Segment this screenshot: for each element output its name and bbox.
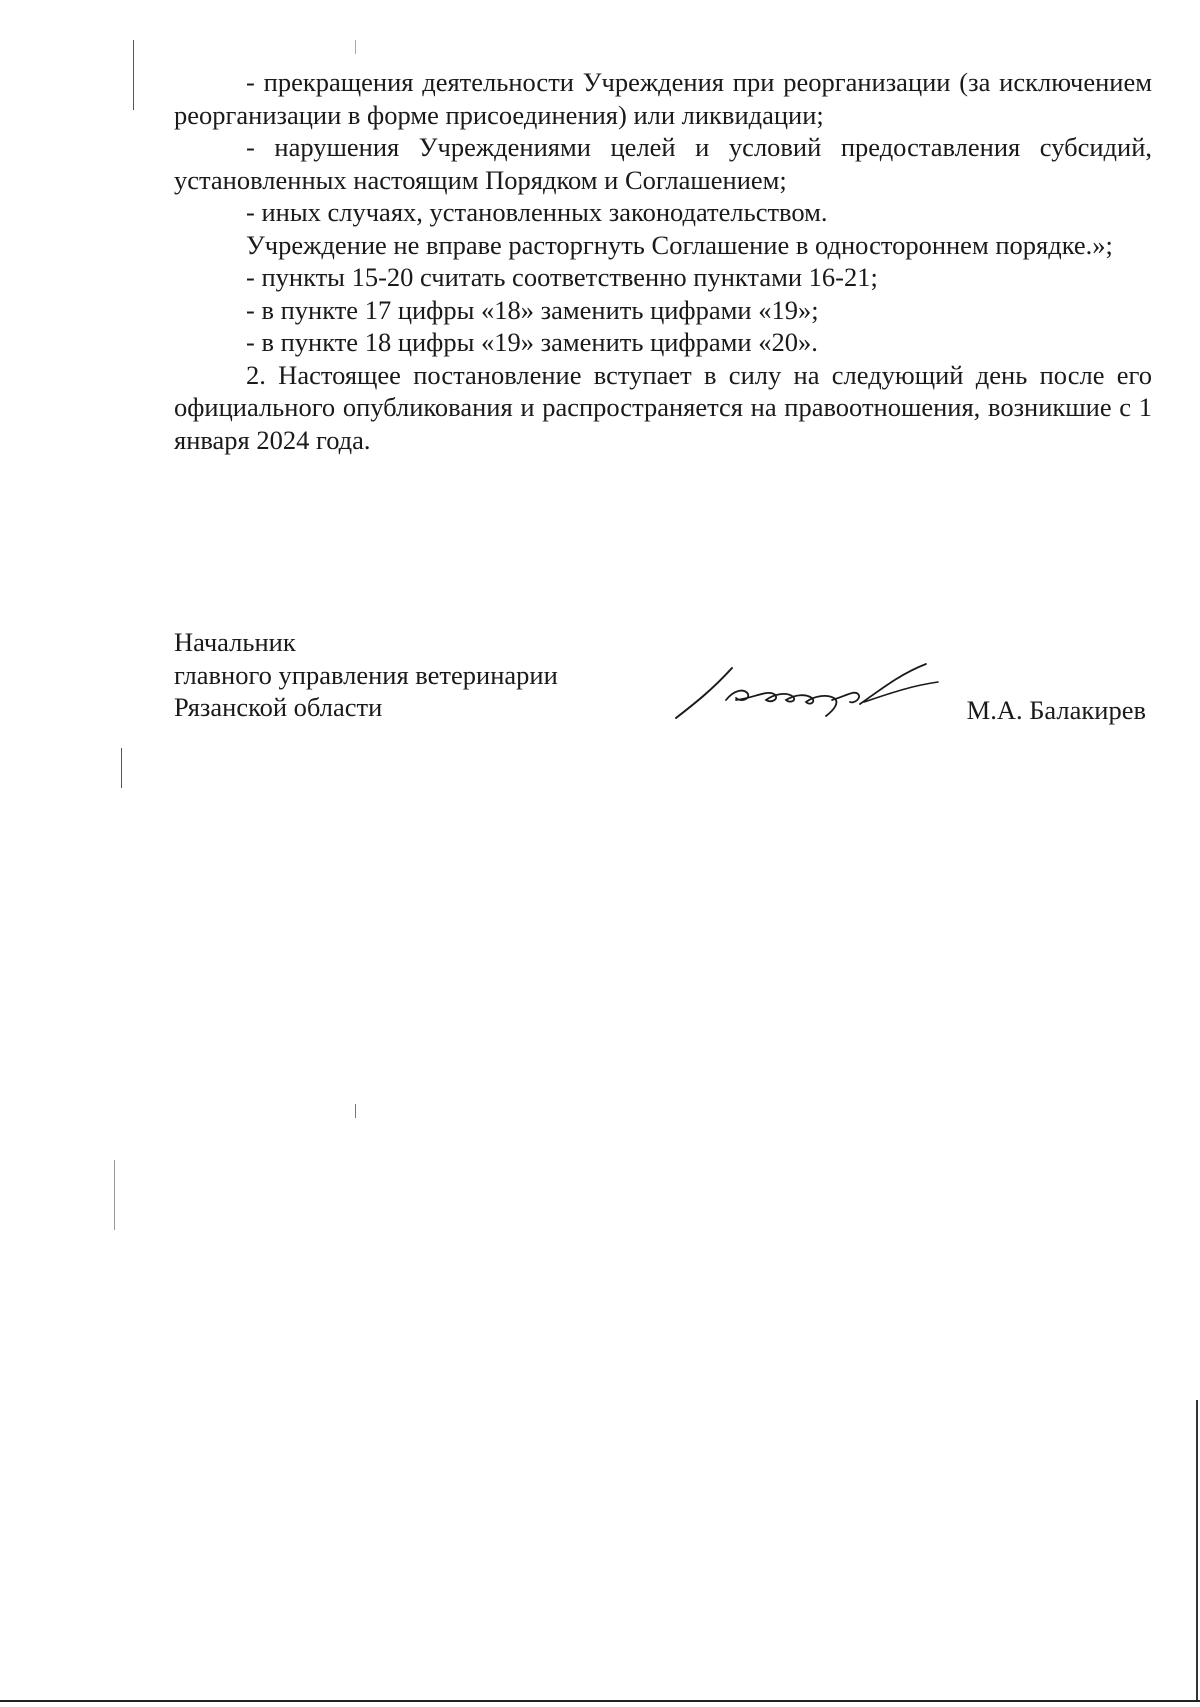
signatory-name: М.А. Балакирев — [966, 695, 1146, 725]
signatory-position-line-1: Начальник — [174, 627, 296, 657]
scan-mark-left-3 — [114, 1160, 115, 1230]
paragraph-effective-date: 2. Настоящее постановление вступает в силу на следующий день после его официального опубликования и распространяется на правоотношения, возникшие с 1 января 2024 года. — [174, 359, 1152, 455]
paragraph-violation-conditions: - нарушения Учреждениями целей и условий предоставления субсидий, установленных настоящим Порядком и Соглашением; — [174, 132, 1152, 195]
paragraph-point-18: - в пункте 18 цифры «19» заменить цифрами «20». — [246, 327, 818, 357]
signature-block — [174, 626, 1152, 726]
signatory-position-line-2: главного управления ветеринарии — [174, 659, 558, 690]
scan-bottom-edge — [0, 1700, 1200, 1702]
signatory-position-line-3: Рязанской области — [174, 692, 383, 722]
scan-mark-left-1 — [133, 40, 134, 110]
handwritten-signature — [674, 660, 944, 722]
document-body — [174, 66, 1152, 456]
paragraph-unilateral-termination: Учреждение не вправе расторгнуть Соглашение в одностороннем порядке.»; — [246, 229, 1113, 260]
scan-right-edge — [1196, 1400, 1198, 1700]
scan-mark-mid-1 — [355, 40, 356, 54]
signatory-position — [174, 626, 558, 724]
paragraph-renumbering: - пункты 15-20 считать соответственно пунктами 16-21; — [246, 262, 878, 292]
scan-mark-mid-2 — [355, 1104, 356, 1118]
paragraph-other-cases: - иных случаях, установленных законодательством. — [246, 197, 828, 227]
scan-mark-left-2 — [121, 748, 122, 788]
paragraph-termination-reorganization: - прекращения деятельности Учреждения при реорганизации (за исключением реорганизации в форме присоединения) или ликвидации; — [174, 67, 1152, 130]
paragraph-point-17: - в пункте 17 цифры «18» заменить цифрами «19»; — [246, 294, 819, 325]
